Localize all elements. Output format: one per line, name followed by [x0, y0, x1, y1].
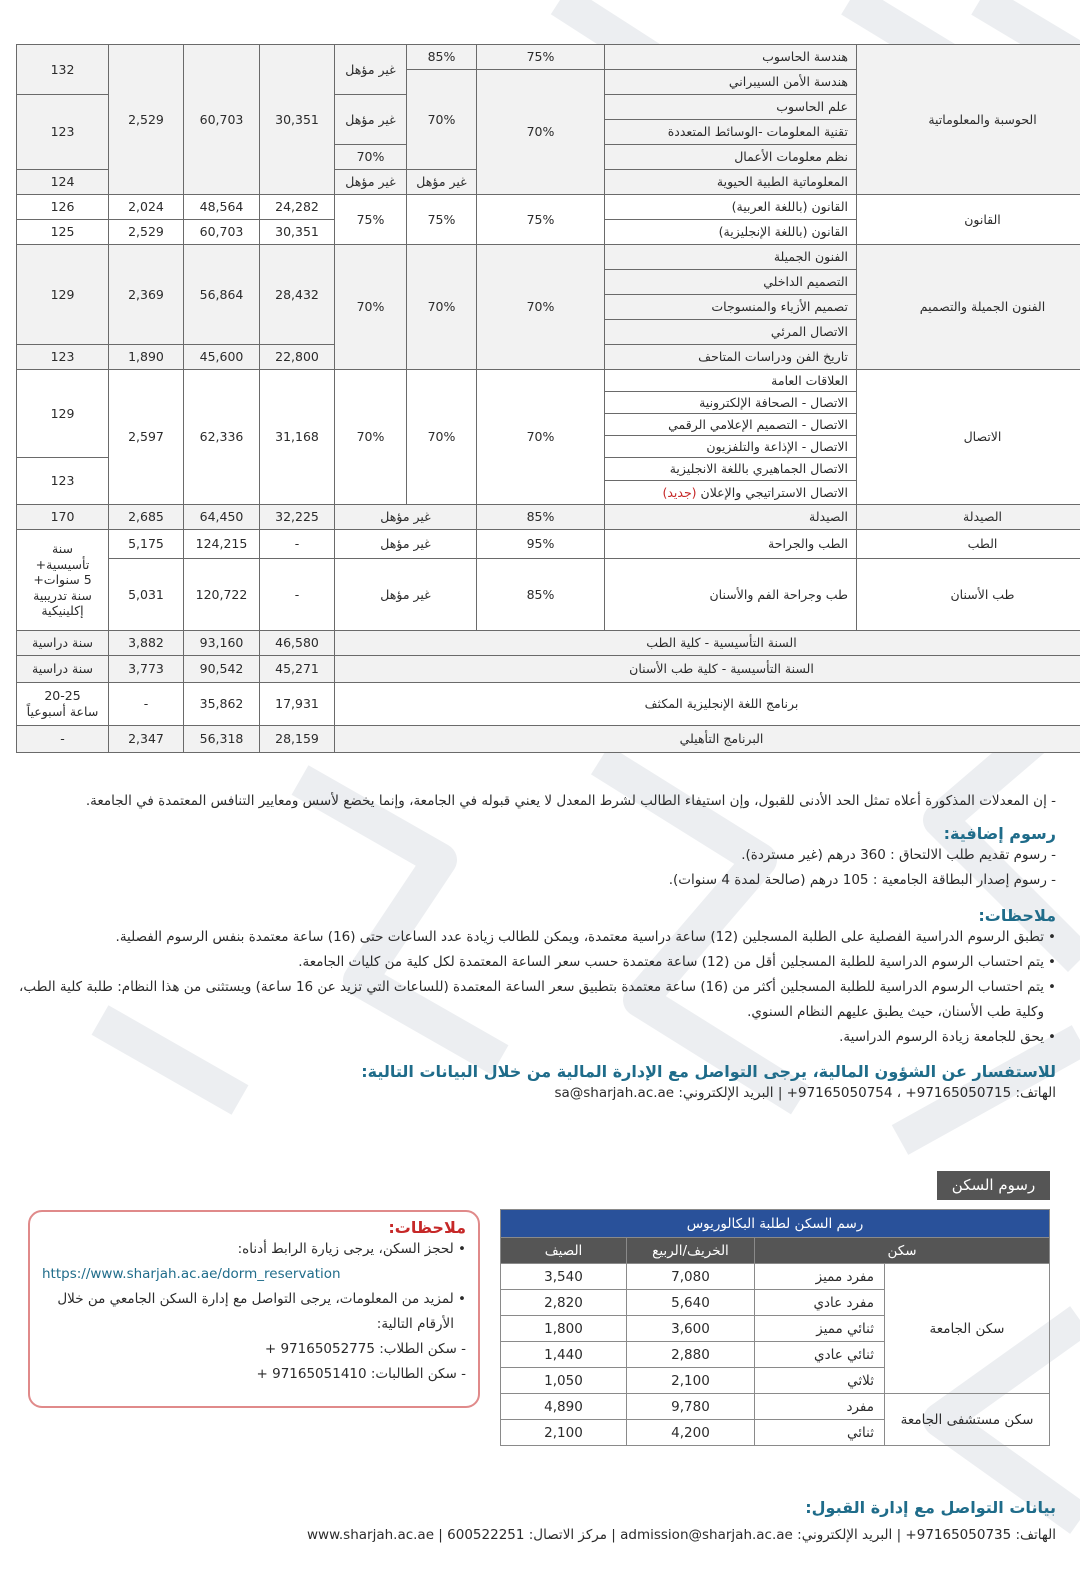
- fee-item: - رسوم إصدار البطاقة الجامعية : 105 درهم (صالحة لمدة 4 سنوات).: [668, 872, 1056, 888]
- score-advanced: غير مؤهل: [335, 170, 407, 195]
- disclaimer-text: - إن المعدلات المذكورة أعلاه تمثل الحد الأدنى للقبول، وإن استيفاء الطالب لشرط المعدل لا يعني قبوله في الجامعة، وإنما يخضع لأسس ومعايير التنافس المعتمدة في الجامعة.: [85, 793, 1056, 809]
- credit-hours: 170: [17, 505, 109, 530]
- credit-hours: 123: [17, 345, 109, 370]
- score-scientific: 70%: [477, 370, 605, 505]
- credit-hours: 132: [17, 45, 109, 95]
- room-type: ثنائي عادي: [755, 1342, 885, 1368]
- credit-hours: 129: [17, 370, 109, 458]
- score-scientific: 95%: [477, 530, 605, 559]
- program-name: هندسة الحاسوب: [605, 45, 857, 70]
- semester-fee: 28,159: [260, 726, 335, 753]
- hours-line: ساعة أسبوعياً: [26, 704, 99, 719]
- program-name: علم الحاسوب: [605, 95, 857, 120]
- credit-hours: 126: [17, 195, 109, 220]
- fee-item: - رسوم تقديم طلب الالتحاق : 360 درهم (غير مستردة).: [741, 847, 1056, 863]
- credit-hour-fee: 2,529: [109, 45, 184, 195]
- credit-hours: 123: [17, 95, 109, 170]
- score-other: 70%: [407, 70, 477, 170]
- score-scientific: 75%: [477, 45, 605, 70]
- fall-spring-fee: 2,880: [627, 1342, 755, 1368]
- section-title: ملاحظات:: [388, 1218, 466, 1237]
- semester-fee: -: [260, 559, 335, 631]
- credit-hour-fee: 3,773: [109, 656, 184, 683]
- semester-fee: 22,800: [260, 345, 335, 370]
- program-name: الاتصال الجماهيري باللغة الانجليزية: [605, 458, 857, 481]
- summer-fee: 4,890: [501, 1394, 627, 1420]
- hours-line: 20-25: [44, 688, 81, 704]
- program-name-text: الاتصال الاستراتيجي والإعلان: [700, 484, 848, 500]
- semester-fee: 17,931: [260, 683, 335, 726]
- program-name: التصميم الداخلي: [605, 270, 857, 295]
- score-advanced: غير مؤهل: [335, 95, 407, 145]
- credit-hours: 124: [17, 170, 109, 195]
- fall-spring-fee: 5,640: [627, 1290, 755, 1316]
- college-name: القانون: [857, 195, 1080, 245]
- credit-hours: 125: [17, 220, 109, 245]
- summer-fee: 2,100: [501, 1420, 627, 1446]
- annual-fee: 120,722: [184, 559, 260, 631]
- note-item: • يحق للجامعة زيادة الرسوم الدراسية.: [16, 1025, 1056, 1050]
- annual-fee: 56,318: [184, 726, 260, 753]
- college-name: طب الأسنان: [857, 559, 1080, 631]
- program-name: تاريخ الفن ودراسات المتاحف: [605, 345, 857, 370]
- section-title: ملاحظات:: [978, 906, 1056, 925]
- annual-fee: 35,862: [184, 683, 260, 726]
- credit-hours: 123: [17, 458, 109, 505]
- new-badge: (جديد): [662, 484, 697, 500]
- college-name: الطب: [857, 530, 1080, 559]
- credit-hours: سنة دراسية: [17, 656, 109, 683]
- credit-hour-fee: 5,031: [109, 559, 184, 631]
- note-item: • يتم احتساب الرسوم الدراسية للطلبة المسجلين أكثر من (16) ساعة معتمدة بتطبيق سعر الساعة المعتمدة (للساعات التي تزيد عن 16 ساعة) ويستثنى من هذا النظام: طلبة كلية الطب، وكلية طب الأسنان، حيث يطبق عليهم النظام السنوي.: [16, 975, 1056, 1025]
- credit-hours: 129: [17, 245, 109, 345]
- column-header: الخريف/الربيع: [627, 1238, 755, 1264]
- program-name: العلاقات العامة: [605, 370, 857, 392]
- score-scientific: 75%: [477, 195, 605, 245]
- program-name: الاتصال - الصحافة الإلكترونية: [605, 392, 857, 414]
- note-line: • لحجز السكن، يرجى زيارة الرابط أدناه:: [237, 1241, 466, 1257]
- program-name: المعلوماتية الطبية الحيوية: [605, 170, 857, 195]
- score-other: 70%: [407, 245, 477, 370]
- housing-group: سكن الجامعة: [885, 1264, 1050, 1394]
- program-name: القانون (باللغة العربية): [605, 195, 857, 220]
- credit-hours: [17, 683, 109, 726]
- contact-line: الهاتف: 97165050735+ | البريد الإلكتروني: admission@sharjah.ac.ae | مركز الاتصال: 600522251 | www.sharjah.ac.ae: [306, 1527, 1056, 1543]
- hours-line: سنة تدريبية: [33, 587, 92, 603]
- room-type: مفرد: [755, 1394, 885, 1420]
- note-item: • يتم احتساب الرسوم الدراسية للطلبة المسجلين أقل من (12) ساعة معتمدة حسب سعر الساعة المعتمدة لكل كلية من كليات الجامعة.: [16, 950, 1056, 975]
- room-type: ثنائي: [755, 1420, 885, 1446]
- semester-fee: 30,351: [260, 45, 335, 195]
- table-caption: رسم السكن لطلبة البكالوريوس: [501, 1210, 1050, 1238]
- score-advanced: 75%: [335, 195, 407, 245]
- college-name: الحوسبة والمعلوماتية: [857, 45, 1080, 195]
- credit-hour-fee: 2,529: [109, 220, 184, 245]
- column-header: سكن: [755, 1238, 1050, 1264]
- score-other: 85%: [407, 45, 477, 70]
- room-type: ثنائي مميز: [755, 1316, 885, 1342]
- college-name: الاتصال: [857, 370, 1080, 505]
- credit-hour-fee: -: [109, 683, 184, 726]
- section-title: رسوم إضافية:: [943, 824, 1056, 843]
- program-name: الطب والجراحة: [605, 530, 857, 559]
- credit-hours: سنة دراسية: [17, 631, 109, 656]
- hours-line: 5 سنوات+: [33, 572, 92, 588]
- fall-spring-fee: 2,100: [627, 1368, 755, 1394]
- program-name: طب وجراحة الفم والأسنان: [605, 559, 857, 631]
- fall-spring-fee: 4,200: [627, 1420, 755, 1446]
- score-other: غير مؤهل: [335, 559, 477, 631]
- annual-fee: 90,542: [184, 656, 260, 683]
- fall-spring-fee: 3,600: [627, 1316, 755, 1342]
- note-line: • لمزيد من المعلومات، يرجى التواصل مع إدارة السكن الجامعي من خلال: [57, 1291, 466, 1307]
- credit-hour-fee: 2,685: [109, 505, 184, 530]
- female-housing-phone: - سكن الطالبات: 97165051410 +: [256, 1366, 466, 1382]
- program-name: الاتصال - التصميم الإعلامي الرقمي: [605, 414, 857, 436]
- score-scientific: 85%: [477, 559, 605, 631]
- score-other: 70%: [407, 370, 477, 505]
- hours-line: إكلينيكية: [41, 603, 84, 619]
- semester-fee: 46,580: [260, 631, 335, 656]
- annual-fee: 64,450: [184, 505, 260, 530]
- summer-fee: 3,540: [501, 1264, 627, 1290]
- summer-fee: 1,800: [501, 1316, 627, 1342]
- credit-hour-fee: 5,175: [109, 530, 184, 559]
- program-name: البرنامج التأهيلي: [335, 726, 1080, 753]
- program-name: السنة التأسيسية - كلية طب الأسنان: [335, 656, 1080, 683]
- credit-hour-fee: 2,369: [109, 245, 184, 345]
- annual-fee: 48,564: [184, 195, 260, 220]
- summer-fee: 1,440: [501, 1342, 627, 1368]
- credit-hour-fee: 2,024: [109, 195, 184, 220]
- summer-fee: 1,050: [501, 1368, 627, 1394]
- housing-group: سكن مستشفى الجامعة: [885, 1394, 1050, 1446]
- program-name: الصيدلة: [605, 505, 857, 530]
- score-scientific: 70%: [477, 70, 605, 195]
- credit-hour-fee: 1,890: [109, 345, 184, 370]
- semester-fee: 28,432: [260, 245, 335, 345]
- program-name: هندسة الأمن السيبراني: [605, 70, 857, 95]
- score-scientific: 85%: [477, 505, 605, 530]
- score-advanced: غير مؤهل: [335, 45, 407, 95]
- score-other: غير مؤهل: [335, 505, 477, 530]
- credit-hour-fee: 2,347: [109, 726, 184, 753]
- annual-fee: 124,215: [184, 530, 260, 559]
- semester-fee: 30,351: [260, 220, 335, 245]
- hours-line: تأسيسية+: [35, 556, 90, 572]
- note-line: الأرقام التالية:: [376, 1316, 454, 1332]
- college-name: الفنون الجميلة والتصميم: [857, 245, 1080, 370]
- program-name: تصميم الأزياء والمنسوجات: [605, 295, 857, 320]
- program-name: الاتصال المرئي: [605, 320, 857, 345]
- program-name: تقنية المعلومات -الوسائط المتعددة: [605, 120, 857, 145]
- program-name: برنامج اللغة الإنجليزية المكثف: [335, 683, 1080, 726]
- program-name: القانون (باللغة الإنجليزية): [605, 220, 857, 245]
- section-title: للاستفسار عن الشؤون المالية، يرجى التواصل مع الإدارة المالية من خلال البيانات التالية:: [361, 1062, 1056, 1081]
- section-title: بيانات التواصل مع إدارة القبول:: [805, 1498, 1056, 1517]
- credit-hour-fee: 3,882: [109, 631, 184, 656]
- annual-fee: 60,703: [184, 220, 260, 245]
- housing-notes-box: [28, 1210, 480, 1408]
- score-scientific: 70%: [477, 245, 605, 370]
- program-name: السنة التأسيسية - كلية الطب: [335, 631, 1080, 656]
- room-type: ثلاثي: [755, 1368, 885, 1394]
- finance-contact: [16, 1062, 1056, 1106]
- program-name: الفنون الجميلة: [605, 245, 857, 270]
- room-type: مفرد مميز: [755, 1264, 885, 1290]
- score-advanced: 70%: [335, 370, 407, 505]
- semester-fee: 31,168: [260, 370, 335, 505]
- dorm-reservation-link[interactable]: https://www.sharjah.ac.ae/dorm_reservation: [42, 1266, 341, 1282]
- score-advanced: 70%: [335, 145, 407, 170]
- annual-fee: 60,703: [184, 45, 260, 195]
- annual-fee: 45,600: [184, 345, 260, 370]
- semester-fee: 24,282: [260, 195, 335, 220]
- semester-fee: 32,225: [260, 505, 335, 530]
- annual-fee: 56,864: [184, 245, 260, 345]
- college-name: الصيدلة: [857, 505, 1080, 530]
- score-other: 75%: [407, 195, 477, 245]
- contact-line: الهاتف: 97165050715+ ، 97165050754+ | البريد الإلكتروني: sa@sharjah.ac.ae: [554, 1085, 1056, 1101]
- semester-fee: 45,271: [260, 656, 335, 683]
- semester-fee: -: [260, 530, 335, 559]
- summer-fee: 2,820: [501, 1290, 627, 1316]
- score-advanced: 70%: [335, 245, 407, 370]
- program-name: [605, 481, 857, 505]
- fall-spring-fee: 7,080: [627, 1264, 755, 1290]
- note-item: • تطبق الرسوم الدراسية الفصلية على الطلبة المسجلين (12) ساعة دراسية معتمدة، ويمكن للطالب زيادة عدد الساعات حتى (16) ساعة معتمدة بنفس الرسوم الفصلية.: [16, 925, 1056, 950]
- program-name: الاتصال - الإذاعة والتلفزيون: [605, 436, 857, 458]
- credit-hours: [17, 530, 109, 631]
- housing-section-label: رسوم السكن: [937, 1171, 1050, 1200]
- admission-contact: [16, 1498, 1056, 1548]
- hours-line: سنة: [52, 540, 73, 556]
- credit-hours: -: [17, 726, 109, 753]
- tuition-fees-table: [16, 44, 1080, 753]
- annual-fee: 93,160: [184, 631, 260, 656]
- annual-fee: 62,336: [184, 370, 260, 505]
- score-other: غير مؤهل: [335, 530, 477, 559]
- notes-section: [16, 906, 1056, 1050]
- column-header: الصيف: [501, 1238, 627, 1264]
- score-other: غير مؤهل: [407, 170, 477, 195]
- program-name: نظم معلومات الأعمال: [605, 145, 857, 170]
- credit-hour-fee: 2,597: [109, 370, 184, 505]
- fall-spring-fee: 9,780: [627, 1394, 755, 1420]
- male-housing-phone: - سكن الطلاب: 97165052775 +: [264, 1341, 466, 1357]
- additional-fees-section: [16, 824, 1056, 893]
- room-type: مفرد عادي: [755, 1290, 885, 1316]
- housing-fees-table: [500, 1209, 1050, 1446]
